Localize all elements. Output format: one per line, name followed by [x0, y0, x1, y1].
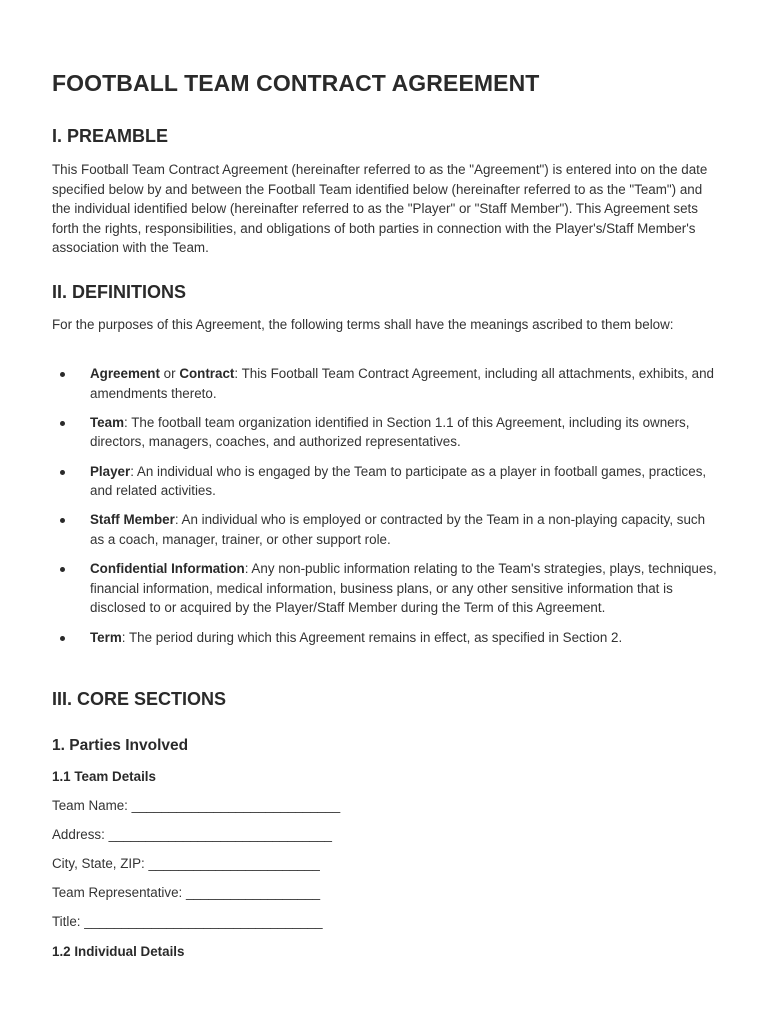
address-field[interactable]: Address: ______________________________	[52, 827, 332, 842]
bullet-icon	[60, 372, 65, 377]
definition-text: : The period during which this Agreement remains in effect, as specified in Section 2.	[121, 629, 623, 645]
core-sections-heading: III. CORE SECTIONS	[52, 689, 227, 709]
bullet-icon	[60, 470, 65, 475]
team-representative-field[interactable]: Team Representative: __________________	[52, 885, 321, 900]
definition-term: Term	[90, 629, 122, 645]
definition-text: : This Football Team Contract Agreement, including all attachments, exhibits, and amendments thereto.	[90, 366, 714, 401]
definition-term-alt: Contract	[179, 366, 235, 381]
individual-details-heading: 1.2 Individual Details	[52, 944, 185, 959]
definition-item-term	[52, 628, 720, 648]
definition-item-agreement	[52, 364, 720, 403]
definitions-heading: II. DEFINITIONS	[52, 282, 187, 302]
team-details-heading: 1.1 Team Details	[52, 769, 156, 784]
preamble-heading: I. PREAMBLE	[52, 126, 169, 146]
definition-item-player	[52, 462, 720, 501]
document-title: FOOTBALL TEAM CONTRACT AGREEMENT	[52, 70, 540, 96]
definition-item-staff-member	[52, 510, 720, 549]
definition-term: Team	[90, 414, 124, 430]
definition-text: : Any non-public information relating to the Team's strategies, plays, techniques, financial information, medical information, business plans, or any other sensitive information that is disclosed to or acquired by the Player/Staff Member during the Term of this Agreement.	[90, 561, 717, 616]
preamble-text: This Football Team Contract Agreement (hereinafter referred to as the "Agreement") is entered into on the date specified below by and between the Football Team identified below (hereinafter referred to as the "Team") and the individual identified below (hereinafter referred to as the "Player" or "Staff Member"). This Agreement sets forth the rights, responsibilities, and obligations of both parties in connection with the Player's/Staff Member's association with the Team.	[52, 162, 708, 256]
definitions-intro: For the purposes of this Agreement, the following terms shall have the meanings ascribed to them below:	[52, 317, 674, 332]
definition-term: Agreement	[90, 366, 160, 381]
bullet-icon	[60, 636, 65, 641]
definition-text: : An individual who is engaged by the Team to participate as a player in football games, practices, and related activities.	[90, 463, 707, 499]
parties-involved-heading: 1. Parties Involved	[52, 737, 189, 754]
bullet-icon	[60, 567, 65, 572]
city-state-zip-field[interactable]: City, State, ZIP: _______________________	[52, 856, 320, 871]
definition-text: : The football team organization identified in Section 1.1 of this Agreement, including its owners, directors, managers, coaches, and authorized representatives.	[90, 414, 690, 450]
definition-item-confidential-information	[52, 559, 720, 618]
team-name-field[interactable]: Team Name: ____________________________	[52, 798, 341, 813]
definitions-list	[52, 364, 720, 657]
bullet-icon	[60, 518, 65, 523]
definition-term: Confidential Information	[90, 561, 245, 577]
definition-text: : An individual who is employed or contracted by the Team in a non-playing capacity, such as a coach, manager, trainer, or other support role.	[90, 512, 706, 547]
definition-term: Staff Member	[90, 512, 175, 528]
definition-connector: or	[159, 366, 180, 381]
definition-term: Player	[90, 463, 131, 479]
title-field[interactable]: Title: ________________________________	[52, 914, 323, 929]
definition-item-team	[52, 413, 720, 452]
bullet-icon	[60, 421, 65, 426]
